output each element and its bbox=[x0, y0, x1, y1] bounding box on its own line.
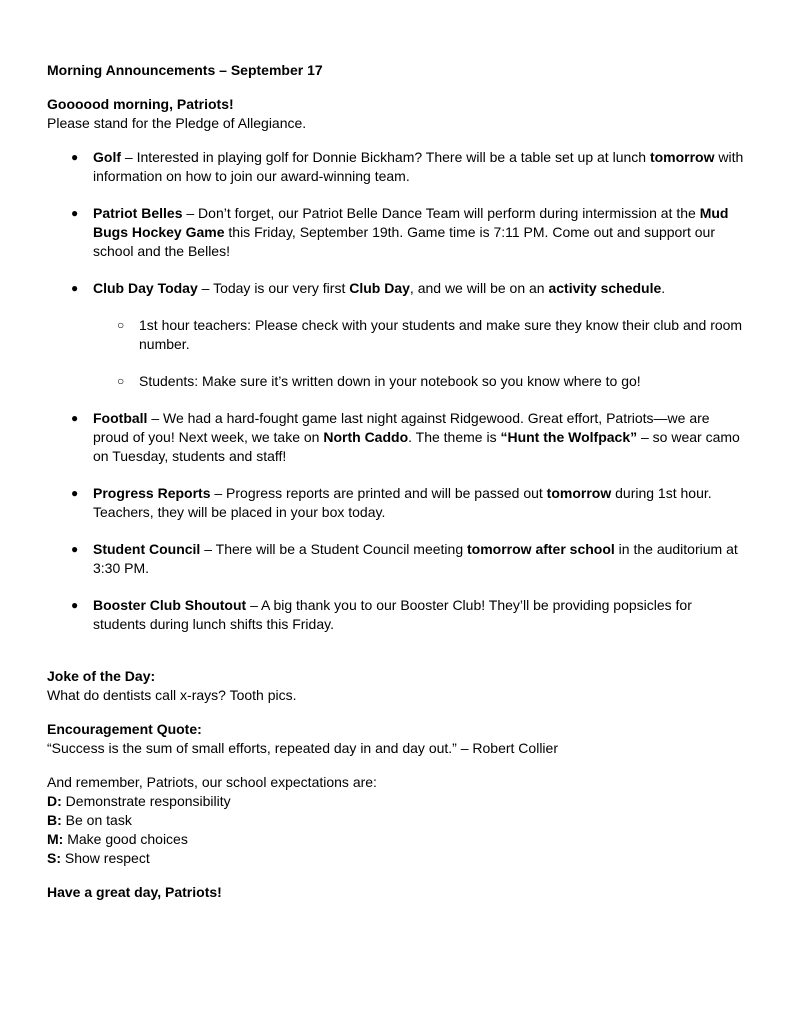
item-text: – Interested in playing golf for Donnie Bickham? There will be a table set up at lunch bbox=[121, 149, 650, 165]
item-emphasis: tomorrow bbox=[649, 149, 715, 165]
announcement-list bbox=[47, 148, 747, 634]
sub-list bbox=[93, 316, 747, 391]
bullet-icon: ● bbox=[71, 150, 79, 164]
bullet-icon: ● bbox=[71, 598, 79, 612]
item-text: during 1st hour. Teachers, they will be placed in your box today. bbox=[93, 485, 712, 520]
item-heading: Golf bbox=[93, 149, 121, 165]
quote-text: “Success is the sum of small efforts, repeated day in and day out.” – Robert Collier bbox=[47, 740, 558, 756]
item-text: – A big thank you to our Booster Club! They’ll be providing popsicles for students during lunch shifts this Friday. bbox=[93, 597, 692, 632]
expectation-letter: M: bbox=[47, 831, 64, 847]
sub-item-text: 1st hour teachers: Please check with your students and make sure they know their club and room number. bbox=[139, 317, 743, 352]
expectation-letter: S: bbox=[47, 850, 61, 866]
announcement-item-patriot-belles bbox=[47, 204, 747, 261]
bullet-icon: ● bbox=[71, 486, 79, 500]
announcement-item-booster-club bbox=[47, 596, 747, 634]
item-text: in the auditorium at 3:30 PM. bbox=[93, 541, 738, 576]
document-body bbox=[47, 61, 747, 902]
item-emphasis: Club Day bbox=[349, 280, 410, 296]
announcement-item-football bbox=[47, 409, 747, 466]
item-text: this Friday, September 19th. Game time is 7:11 PM. Come out and support our school and the Belles! bbox=[93, 224, 715, 259]
bullet-icon: ● bbox=[71, 281, 79, 295]
item-heading: Progress Reports bbox=[93, 485, 211, 501]
announcement-item-golf bbox=[47, 148, 747, 186]
announcement-item-progress-reports bbox=[47, 484, 747, 522]
item-heading: Booster Club Shoutout bbox=[93, 597, 247, 613]
item-heading: Student Council bbox=[93, 541, 201, 557]
item-text: with information on how to join our award-winning team. bbox=[93, 149, 744, 184]
hollow-bullet-icon: ○ bbox=[117, 374, 125, 388]
bullet-icon: ● bbox=[71, 411, 79, 425]
expectation-text: Show respect bbox=[61, 850, 150, 866]
expectation-letter: B: bbox=[47, 812, 62, 828]
quote-heading: Encouragement Quote: bbox=[47, 721, 202, 737]
joke-heading: Joke of the Day: bbox=[47, 668, 156, 684]
pledge-line: Please stand for the Pledge of Allegiance. bbox=[47, 115, 307, 131]
item-text: – Progress reports are printed and will be passed out bbox=[210, 485, 547, 501]
item-text: . The theme is bbox=[408, 429, 501, 445]
bullet-icon: ● bbox=[71, 206, 79, 220]
expectation-text: Demonstrate responsibility bbox=[61, 793, 231, 809]
expectation-b bbox=[47, 811, 747, 830]
announcement-item-student-council bbox=[47, 540, 747, 578]
expectation-letter: D: bbox=[47, 793, 62, 809]
item-text: – We had a hard-fought game last night against Ridgewood. Great effort, Patriots—we are proud of you! Next week, we take on bbox=[93, 410, 710, 445]
item-text: , and we will be on an bbox=[409, 280, 549, 296]
joke-text: What do dentists call x-rays? Tooth pics. bbox=[47, 687, 297, 703]
item-text: – so wear camo on Tuesday, students and staff! bbox=[93, 429, 740, 464]
item-emphasis: Mud Bugs Hockey Game bbox=[93, 205, 729, 240]
item-text: – Don’t forget, our Patriot Belle Dance Team will perform during intermission at the bbox=[182, 205, 700, 221]
page-title: Morning Announcements – September 17 bbox=[47, 62, 323, 78]
greeting: Goooood morning, Patriots! bbox=[47, 96, 234, 112]
item-heading: Club Day Today bbox=[93, 280, 198, 296]
hollow-bullet-icon: ○ bbox=[117, 318, 125, 332]
item-emphasis: “Hunt the Wolfpack” bbox=[500, 429, 638, 445]
sub-item-students bbox=[93, 372, 747, 391]
expectation-text: Make good choices bbox=[63, 831, 188, 847]
item-heading: Patriot Belles bbox=[93, 205, 183, 221]
announcement-item-club-day bbox=[47, 279, 747, 391]
item-text: . bbox=[661, 280, 666, 296]
bullet-icon: ● bbox=[71, 542, 79, 556]
item-emphasis: activity schedule bbox=[548, 280, 662, 296]
expectation-text: Be on task bbox=[61, 812, 132, 828]
item-text: – Today is our very first bbox=[197, 280, 350, 296]
item-text: – There will be a Student Council meeting bbox=[200, 541, 467, 557]
closing-line: Have a great day, Patriots! bbox=[47, 884, 222, 900]
sub-item-text: Students: Make sure it’s written down in your notebook so you know where to go! bbox=[139, 373, 641, 389]
item-emphasis: tomorrow after school bbox=[467, 541, 615, 557]
sub-item-teachers bbox=[93, 316, 747, 354]
item-emphasis: tomorrow bbox=[546, 485, 612, 501]
item-emphasis: North Caddo bbox=[323, 429, 409, 445]
item-heading: Football bbox=[93, 410, 148, 426]
expectation-s bbox=[47, 849, 747, 868]
expectation-d bbox=[47, 792, 747, 811]
expectations-intro: And remember, Patriots, our school expectations are: bbox=[47, 774, 377, 790]
expectation-m bbox=[47, 830, 747, 849]
